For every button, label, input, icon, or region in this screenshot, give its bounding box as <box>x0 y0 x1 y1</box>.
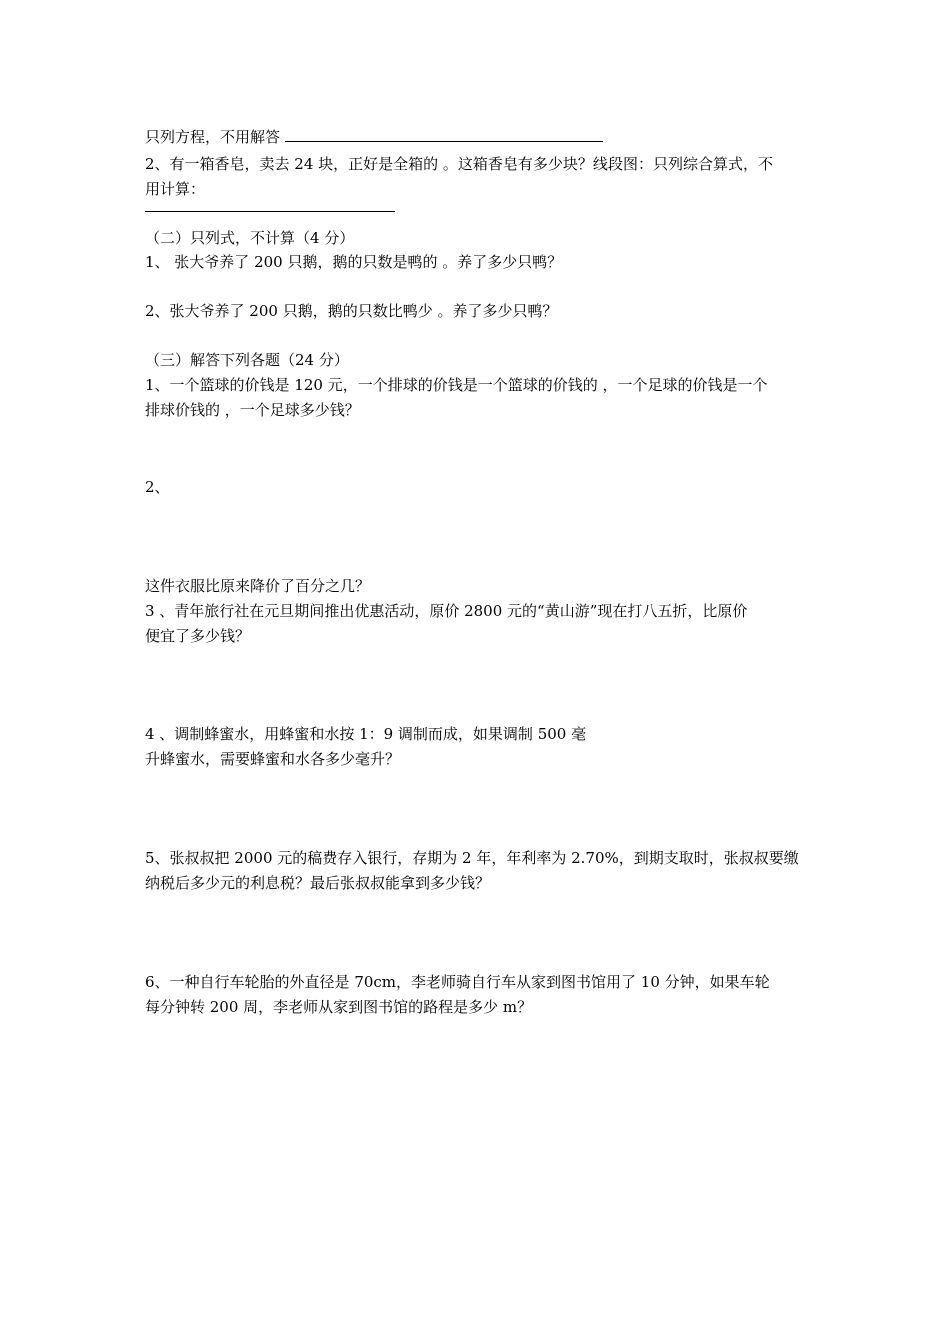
section-3-q1-line-1: 1、一个篮球的价钱是 120 元，一个排球的价钱是一个篮球的价钱的 ，一个足球的价钱是一个 <box>145 376 768 394</box>
equation-instruction-text: 只列方程，不用解答 <box>145 128 285 146</box>
section-2-question-2: 2、张大爷养了 200 只鹅，鹅的只数比鸭少 。养了多少只鸭？ <box>145 302 558 320</box>
section-3-q4-line-2: 升蜂蜜水，需要蜂蜜和水各多少毫升？ <box>145 750 401 768</box>
equation-instruction-line <box>145 127 603 147</box>
answer-rule-line[interactable] <box>145 211 395 212</box>
section-3-q3-line-1: 3 、青年旅行社在元旦期间推出优惠活动，原价 2800 元的“黄山游”现在打八五折，比原价 <box>145 602 748 620</box>
section-3-q4-line-1: 4 、调制蜂蜜水，用蜂蜜和水按 1：9 调制而成，如果调制 500 毫 <box>145 725 587 743</box>
answer-blank[interactable] <box>285 127 603 142</box>
section-2-question-1: 1、 张大爷养了 200 只鹅，鹅的只数是鸭的 。养了多少只鸭？ <box>145 253 563 271</box>
section-3-q5-line-2: 纳税后多少元的利息税？最后张叔叔能拿到多少钱？ <box>145 874 491 892</box>
section-3-q3-line-2: 便宜了多少钱？ <box>145 627 251 645</box>
soap-question-line-2: 用计算： <box>145 180 206 198</box>
soap-question-line-1: 2、有一箱香皂，卖去 24 块，正好是全箱的 。这箱香皂有多少块？线段图：只列综合算式，不 <box>145 155 773 173</box>
section-3-q1-line-2: 排球价钱的 ，一个足球多少钱？ <box>145 401 360 419</box>
section-3-heading: （三）解答下列各题（24 分） <box>145 351 349 369</box>
section-2-heading: （二）只列式，不计算（4 分） <box>145 229 355 247</box>
section-3-q5-line-1: 5、张叔叔把 2000 元的稿费存入银行，存期为 2 年，年利率为 2.70%，到期支取时，张叔叔要缴 <box>145 849 799 867</box>
section-3-q6-line-2: 每分钟转 200 周，李老师从家到图书馆的路程是多少 m？ <box>145 998 533 1016</box>
section-3-q2-text: 这件衣服比原来降价了百分之几？ <box>145 577 371 595</box>
section-3-q2-label: 2、 <box>145 478 170 496</box>
section-3-q6-line-1: 6、一种自行车轮胎的外直径是 70cm，李老师骑自行车从家到图书馆用了 10 分钟，如果车轮 <box>145 973 770 991</box>
